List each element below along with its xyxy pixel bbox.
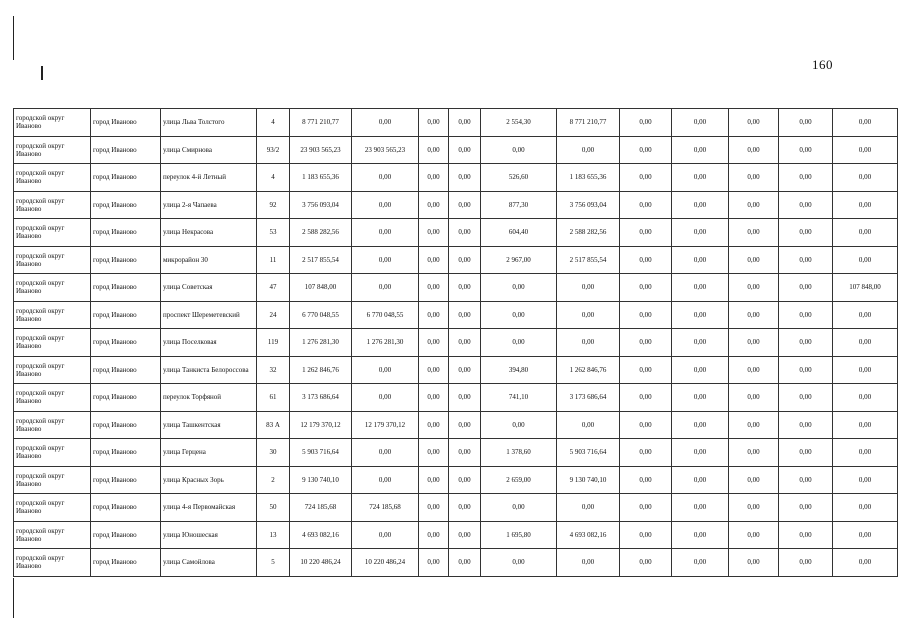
street-cell: улица Смирнова	[161, 136, 257, 164]
district-cell: городской округ Иваново	[14, 164, 91, 192]
street-cell: улица Некрасова	[161, 219, 257, 247]
amount-cell-10: 0,00	[779, 384, 833, 412]
street-cell: улица Красных Зорь	[161, 466, 257, 494]
amount-cell-3: 0,00	[419, 219, 449, 247]
amount-cell-2: 0,00	[352, 164, 419, 192]
amount-cell-6: 0,00	[557, 301, 620, 329]
table-row	[14, 439, 898, 467]
amount-cell-1: 3 173 686,64	[290, 384, 352, 412]
amount-cell-1: 2 517 855,54	[290, 246, 352, 274]
amount-cell-1: 23 903 565,23	[290, 136, 352, 164]
street-cell: переулок Торфяной	[161, 384, 257, 412]
amount-cell-5: 604,40	[481, 219, 557, 247]
amount-cell-3: 0,00	[419, 411, 449, 439]
house-number-cell: 4	[257, 109, 290, 137]
amount-cell-11: 0,00	[833, 356, 898, 384]
amount-cell-4: 0,00	[449, 356, 481, 384]
amount-cell-9: 0,00	[729, 191, 779, 219]
amount-cell-9: 0,00	[729, 274, 779, 302]
amount-cell-9: 0,00	[729, 466, 779, 494]
city-cell: город Иваново	[91, 494, 161, 522]
amount-cell-7: 0,00	[620, 521, 672, 549]
table-row	[14, 164, 898, 192]
district-cell: городской округ Иваново	[14, 109, 91, 137]
city-cell: город Иваново	[91, 274, 161, 302]
amount-cell-1: 9 130 740,10	[290, 466, 352, 494]
amount-cell-8: 0,00	[672, 274, 729, 302]
house-number-cell: 2	[257, 466, 290, 494]
amount-cell-9: 0,00	[729, 164, 779, 192]
amount-cell-5: 0,00	[481, 329, 557, 357]
city-cell: город Иваново	[91, 329, 161, 357]
amount-cell-1: 6 770 048,55	[290, 301, 352, 329]
amount-cell-5: 877,30	[481, 191, 557, 219]
amount-cell-4: 0,00	[449, 164, 481, 192]
amount-cell-10: 0,00	[779, 521, 833, 549]
amount-cell-4: 0,00	[449, 136, 481, 164]
amount-cell-10: 0,00	[779, 246, 833, 274]
amount-cell-6: 1 262 846,76	[557, 356, 620, 384]
amount-cell-5: 0,00	[481, 494, 557, 522]
street-cell: улица 2-я Чапаева	[161, 191, 257, 219]
amount-cell-6: 8 771 210,77	[557, 109, 620, 137]
house-number-cell: 32	[257, 356, 290, 384]
amount-cell-4: 0,00	[449, 274, 481, 302]
house-number-cell: 53	[257, 219, 290, 247]
amount-cell-6: 0,00	[557, 411, 620, 439]
city-cell: город Иваново	[91, 136, 161, 164]
amount-cell-2: 724 185,68	[352, 494, 419, 522]
amount-cell-2: 0,00	[352, 466, 419, 494]
city-cell: город Иваново	[91, 191, 161, 219]
house-number-cell: 83 А	[257, 411, 290, 439]
amount-cell-4: 0,00	[449, 549, 481, 577]
amount-cell-11: 0,00	[833, 384, 898, 412]
amount-cell-4: 0,00	[449, 384, 481, 412]
amount-cell-5: 1 378,60	[481, 439, 557, 467]
district-cell: городской округ Иваново	[14, 549, 91, 577]
amount-cell-8: 0,00	[672, 466, 729, 494]
district-cell: городской округ Иваново	[14, 246, 91, 274]
district-cell: городской округ Иваново	[14, 301, 91, 329]
table-row	[14, 301, 898, 329]
amount-cell-1: 3 756 093,04	[290, 191, 352, 219]
amount-cell-11: 0,00	[833, 164, 898, 192]
amount-cell-7: 0,00	[620, 191, 672, 219]
amount-cell-6: 0,00	[557, 329, 620, 357]
amount-cell-5: 0,00	[481, 274, 557, 302]
amount-cell-5: 0,00	[481, 301, 557, 329]
city-cell: город Иваново	[91, 384, 161, 412]
amount-cell-8: 0,00	[672, 384, 729, 412]
amount-cell-3: 0,00	[419, 329, 449, 357]
street-cell: улица Самойлова	[161, 549, 257, 577]
amount-cell-7: 0,00	[620, 329, 672, 357]
street-cell: улица Льва Толстого	[161, 109, 257, 137]
amount-cell-10: 0,00	[779, 356, 833, 384]
amount-cell-5: 526,60	[481, 164, 557, 192]
street-cell: улица Ташкентская	[161, 411, 257, 439]
street-cell: улица 4-я Первомайская	[161, 494, 257, 522]
amount-cell-5: 0,00	[481, 136, 557, 164]
table-row	[14, 219, 898, 247]
city-cell: город Иваново	[91, 549, 161, 577]
amount-cell-5: 2 554,30	[481, 109, 557, 137]
amount-cell-10: 0,00	[779, 109, 833, 137]
district-cell: городской округ Иваново	[14, 521, 91, 549]
amount-cell-11: 0,00	[833, 439, 898, 467]
amount-cell-6: 0,00	[557, 549, 620, 577]
amount-cell-3: 0,00	[419, 109, 449, 137]
amount-cell-5: 2 659,00	[481, 466, 557, 494]
city-cell: город Иваново	[91, 411, 161, 439]
amount-cell-3: 0,00	[419, 384, 449, 412]
amount-cell-11: 0,00	[833, 329, 898, 357]
district-cell: городской округ Иваново	[14, 136, 91, 164]
amount-cell-9: 0,00	[729, 246, 779, 274]
house-number-cell: 11	[257, 246, 290, 274]
amount-cell-5: 0,00	[481, 411, 557, 439]
amount-cell-3: 0,00	[419, 494, 449, 522]
street-cell: улица Танкиста Белороссова	[161, 356, 257, 384]
amount-cell-5: 2 967,00	[481, 246, 557, 274]
amount-cell-4: 0,00	[449, 411, 481, 439]
amount-cell-2: 12 179 370,12	[352, 411, 419, 439]
amount-cell-3: 0,00	[419, 274, 449, 302]
house-number-cell: 61	[257, 384, 290, 412]
table-row	[14, 136, 898, 164]
amount-cell-6: 5 903 716,64	[557, 439, 620, 467]
amount-cell-8: 0,00	[672, 411, 729, 439]
amount-cell-1: 5 903 716,64	[290, 439, 352, 467]
amount-cell-5: 1 695,80	[481, 521, 557, 549]
house-number-cell: 24	[257, 301, 290, 329]
amount-cell-10: 0,00	[779, 329, 833, 357]
amount-cell-2: 0,00	[352, 109, 419, 137]
city-cell: город Иваново	[91, 466, 161, 494]
amount-cell-11: 0,00	[833, 301, 898, 329]
amount-cell-1: 724 185,68	[290, 494, 352, 522]
house-number-cell: 93/2	[257, 136, 290, 164]
amount-cell-10: 0,00	[779, 219, 833, 247]
city-cell: город Иваново	[91, 246, 161, 274]
house-number-cell: 47	[257, 274, 290, 302]
house-number-cell: 13	[257, 521, 290, 549]
amount-cell-6: 9 130 740,10	[557, 466, 620, 494]
table-row	[14, 466, 898, 494]
amount-cell-1: 4 693 082,16	[290, 521, 352, 549]
table-row	[14, 384, 898, 412]
amount-cell-3: 0,00	[419, 164, 449, 192]
amount-cell-9: 0,00	[729, 136, 779, 164]
amount-cell-10: 0,00	[779, 466, 833, 494]
amount-cell-11: 0,00	[833, 246, 898, 274]
amount-cell-2: 0,00	[352, 439, 419, 467]
table-row	[14, 521, 898, 549]
amount-cell-6: 1 183 655,36	[557, 164, 620, 192]
table-row	[14, 246, 898, 274]
amount-cell-2: 0,00	[352, 219, 419, 247]
amount-cell-6: 3 756 093,04	[557, 191, 620, 219]
amount-cell-6: 3 173 686,64	[557, 384, 620, 412]
amount-cell-11: 107 848,00	[833, 274, 898, 302]
amount-cell-6: 0,00	[557, 136, 620, 164]
amount-cell-11: 0,00	[833, 466, 898, 494]
amount-cell-8: 0,00	[672, 439, 729, 467]
amount-cell-9: 0,00	[729, 439, 779, 467]
district-cell: городской округ Иваново	[14, 274, 91, 302]
table-row	[14, 274, 898, 302]
amount-cell-2: 1 276 281,30	[352, 329, 419, 357]
amount-cell-1: 1 183 655,36	[290, 164, 352, 192]
street-cell: улица Поселковая	[161, 329, 257, 357]
amount-cell-9: 0,00	[729, 494, 779, 522]
table-row	[14, 329, 898, 357]
table-body	[14, 109, 898, 577]
amount-cell-10: 0,00	[779, 494, 833, 522]
city-cell: город Иваново	[91, 301, 161, 329]
street-cell: переулок 4-й Летный	[161, 164, 257, 192]
amount-cell-4: 0,00	[449, 301, 481, 329]
house-number-cell: 5	[257, 549, 290, 577]
amount-cell-8: 0,00	[672, 549, 729, 577]
amount-cell-4: 0,00	[449, 466, 481, 494]
table-row	[14, 356, 898, 384]
amount-cell-5: 0,00	[481, 549, 557, 577]
amount-cell-7: 0,00	[620, 136, 672, 164]
amount-cell-10: 0,00	[779, 191, 833, 219]
city-cell: город Иваново	[91, 521, 161, 549]
amount-cell-3: 0,00	[419, 301, 449, 329]
amount-cell-9: 0,00	[729, 219, 779, 247]
amount-cell-1: 2 588 282,56	[290, 219, 352, 247]
amount-cell-4: 0,00	[449, 439, 481, 467]
amount-cell-8: 0,00	[672, 136, 729, 164]
amount-cell-6: 4 693 082,16	[557, 521, 620, 549]
amount-cell-9: 0,00	[729, 329, 779, 357]
amount-cell-11: 0,00	[833, 109, 898, 137]
amount-cell-10: 0,00	[779, 301, 833, 329]
amount-cell-2: 10 220 486,24	[352, 549, 419, 577]
amount-cell-9: 0,00	[729, 384, 779, 412]
amount-cell-4: 0,00	[449, 494, 481, 522]
amount-cell-1: 1 262 846,76	[290, 356, 352, 384]
scan-margin-line	[13, 16, 14, 60]
amount-cell-4: 0,00	[449, 246, 481, 274]
amount-cell-4: 0,00	[449, 329, 481, 357]
city-cell: город Иваново	[91, 164, 161, 192]
city-cell: город Иваново	[91, 356, 161, 384]
scan-tick-mark	[41, 66, 43, 80]
page-number: 160	[812, 57, 833, 72]
amount-cell-8: 0,00	[672, 494, 729, 522]
amount-cell-2: 0,00	[352, 521, 419, 549]
street-cell: микрорайон 30	[161, 246, 257, 274]
amount-cell-9: 0,00	[729, 109, 779, 137]
amount-cell-9: 0,00	[729, 549, 779, 577]
amount-cell-11: 0,00	[833, 136, 898, 164]
amount-cell-8: 0,00	[672, 356, 729, 384]
amount-cell-7: 0,00	[620, 356, 672, 384]
city-cell: город Иваново	[91, 439, 161, 467]
district-cell: городской округ Иваново	[14, 384, 91, 412]
amount-cell-3: 0,00	[419, 191, 449, 219]
amount-cell-10: 0,00	[779, 411, 833, 439]
street-cell: улица Герцена	[161, 439, 257, 467]
amount-cell-7: 0,00	[620, 466, 672, 494]
amount-cell-11: 0,00	[833, 411, 898, 439]
city-cell: город Иваново	[91, 219, 161, 247]
amount-cell-7: 0,00	[620, 494, 672, 522]
amount-cell-9: 0,00	[729, 411, 779, 439]
amount-cell-11: 0,00	[833, 494, 898, 522]
house-number-cell: 30	[257, 439, 290, 467]
amount-cell-11: 0,00	[833, 191, 898, 219]
amount-cell-10: 0,00	[779, 164, 833, 192]
amount-cell-8: 0,00	[672, 329, 729, 357]
district-cell: городской округ Иваново	[14, 329, 91, 357]
amount-cell-2: 23 903 565,23	[352, 136, 419, 164]
amount-cell-9: 0,00	[729, 521, 779, 549]
amount-cell-8: 0,00	[672, 219, 729, 247]
amount-cell-7: 0,00	[620, 301, 672, 329]
house-number-cell: 119	[257, 329, 290, 357]
amount-cell-4: 0,00	[449, 521, 481, 549]
amount-cell-6: 0,00	[557, 274, 620, 302]
amount-cell-3: 0,00	[419, 439, 449, 467]
amount-cell-10: 0,00	[779, 439, 833, 467]
amount-cell-2: 6 770 048,55	[352, 301, 419, 329]
amount-cell-3: 0,00	[419, 356, 449, 384]
amount-cell-8: 0,00	[672, 246, 729, 274]
amount-cell-10: 0,00	[779, 549, 833, 577]
table-row	[14, 549, 898, 577]
amount-cell-1: 12 179 370,12	[290, 411, 352, 439]
amount-cell-7: 0,00	[620, 274, 672, 302]
district-cell: городской округ Иваново	[14, 466, 91, 494]
district-cell: городской округ Иваново	[14, 219, 91, 247]
amount-cell-2: 0,00	[352, 384, 419, 412]
amount-cell-9: 0,00	[729, 356, 779, 384]
data-table	[13, 108, 898, 577]
amount-cell-3: 0,00	[419, 466, 449, 494]
amount-cell-5: 741,10	[481, 384, 557, 412]
amount-cell-4: 0,00	[449, 109, 481, 137]
amount-cell-6: 2 517 855,54	[557, 246, 620, 274]
table-row	[14, 494, 898, 522]
city-cell: город Иваново	[91, 109, 161, 137]
amount-cell-11: 0,00	[833, 521, 898, 549]
amount-cell-9: 0,00	[729, 301, 779, 329]
amount-cell-11: 0,00	[833, 219, 898, 247]
amount-cell-8: 0,00	[672, 191, 729, 219]
district-cell: городской округ Иваново	[14, 411, 91, 439]
amount-cell-10: 0,00	[779, 136, 833, 164]
amount-cell-8: 0,00	[672, 109, 729, 137]
table-row	[14, 411, 898, 439]
amount-cell-3: 0,00	[419, 549, 449, 577]
amount-cell-2: 0,00	[352, 356, 419, 384]
amount-cell-2: 0,00	[352, 274, 419, 302]
amount-cell-7: 0,00	[620, 109, 672, 137]
amount-cell-7: 0,00	[620, 384, 672, 412]
amount-cell-2: 0,00	[352, 246, 419, 274]
amount-cell-4: 0,00	[449, 219, 481, 247]
amount-cell-7: 0,00	[620, 549, 672, 577]
district-cell: городской округ Иваново	[14, 191, 91, 219]
district-cell: городской округ Иваново	[14, 439, 91, 467]
table-row	[14, 109, 898, 137]
table-row	[14, 191, 898, 219]
amount-cell-1: 107 848,00	[290, 274, 352, 302]
amount-cell-1: 10 220 486,24	[290, 549, 352, 577]
amount-cell-11: 0,00	[833, 549, 898, 577]
amount-cell-7: 0,00	[620, 246, 672, 274]
amount-cell-1: 8 771 210,77	[290, 109, 352, 137]
amount-cell-10: 0,00	[779, 274, 833, 302]
amount-cell-6: 2 588 282,56	[557, 219, 620, 247]
street-cell: улица Советская	[161, 274, 257, 302]
amount-cell-7: 0,00	[620, 439, 672, 467]
amount-cell-8: 0,00	[672, 301, 729, 329]
amount-cell-3: 0,00	[419, 246, 449, 274]
amount-cell-4: 0,00	[449, 191, 481, 219]
district-cell: городской округ Иваново	[14, 494, 91, 522]
amount-cell-5: 394,80	[481, 356, 557, 384]
amount-cell-1: 1 276 281,30	[290, 329, 352, 357]
amount-cell-7: 0,00	[620, 164, 672, 192]
district-cell: городской округ Иваново	[14, 356, 91, 384]
amount-cell-7: 0,00	[620, 411, 672, 439]
amount-cell-3: 0,00	[419, 136, 449, 164]
house-number-cell: 92	[257, 191, 290, 219]
amount-cell-8: 0,00	[672, 164, 729, 192]
amount-cell-6: 0,00	[557, 494, 620, 522]
scan-margin-line	[13, 578, 14, 618]
amount-cell-2: 0,00	[352, 191, 419, 219]
amount-cell-7: 0,00	[620, 219, 672, 247]
house-number-cell: 50	[257, 494, 290, 522]
amount-cell-8: 0,00	[672, 521, 729, 549]
house-number-cell: 4	[257, 164, 290, 192]
amount-cell-3: 0,00	[419, 521, 449, 549]
street-cell: проспект Шереметевский	[161, 301, 257, 329]
street-cell: улица Юношеская	[161, 521, 257, 549]
